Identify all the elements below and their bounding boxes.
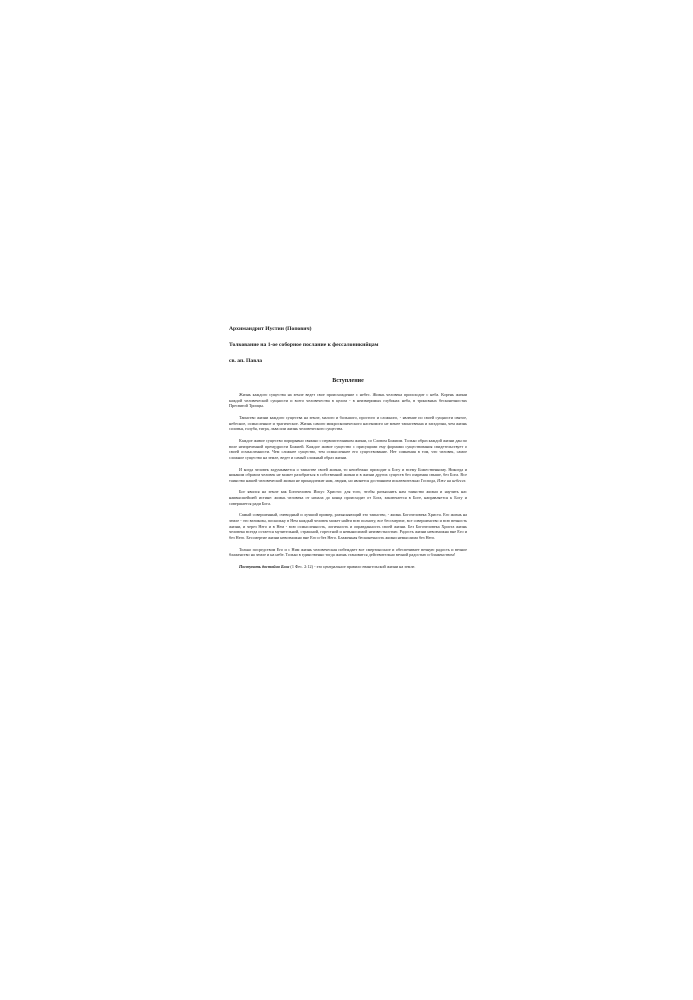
paragraph-8: [229, 564, 467, 570]
paragraph-2-text: Таинство жизни каждого существа на земле, малого и большого, простого и сложного, - явление по своей сущности святое, небесное, осмысленное и трагическое. Жизнь самого микроскопического насекомого не менее таинственна и загадочна, чем жизнь соловья, голубя, тигра, льва или жизнь человеческого существа.: [229, 414, 467, 432]
paragraph-3: [229, 438, 467, 460]
paragraph-4-text: И когда человек задумывается о таинстве своей жизни, то неизбежно приходит к Богу и всему Божественному. Никогда и никаким образом человек не может разобраться в собственной жизни и в жизни других существ без озарения свыше, без Бога. Все таинство нашей человеческой жизни не принадлежит нам, людям, но является достоянием исключительно Господа,: [229, 466, 467, 483]
paragraph-8-lead: Поступать достойно Бога: [239, 563, 290, 569]
paragraph-7: [229, 547, 467, 558]
paragraph-1-text: Жизнь каждого существа на земле ведет свое происхождение с небес. Жизнь человека происходит с неба. Корень жизни каждой человеческой сущности и всего человечества в целом - в неизмеримых глубинах неба, в тринсвных бесконечностях Пресвятой Троицы.: [229, 392, 467, 409]
paragraph-1: [229, 392, 467, 409]
paragraph-4-quote: Иже на небесех.: [437, 477, 467, 483]
paragraph-6: [229, 512, 467, 540]
paragraph-4: [229, 467, 467, 484]
paragraph-5-text: Бог явился на земле как Богочеловек Иисус Христос для того, чтобы разъяснить нам таинство жизни и научить нас наивысшейшей истине: жизнь человека от начала до конца происходит от Бога, заключается в Боге, направляется к Богу и совершается ради Бога.: [229, 489, 467, 506]
paragraph-3-text: Каждое живое существо порирывно связано с первоисточником жизни, со Словом Божиим. Только образ каждой жизни дан по воле неизреченной премудрости Божией. Каждое живое существо с присущими ему формами существования свидетельствует о своей осмысленности. Чем сложнее существо, тем осмысленнее его существование. Нет сомнения в том, что человек, самое сложное существо на земле, ведет и самый сложный образ жизни.: [229, 437, 467, 460]
document-author: Архимандрит Иустин (Попович): [229, 326, 312, 332]
document-subtitle: св. ап. Павла: [229, 358, 263, 364]
paragraph-5: [229, 489, 467, 506]
paragraph-6-text: Самый совершенный, очевидный и лучший пример, разъясняющий это таинство, - жизнь Богочеловека Христа. Его жизнь на земле - это великозн, поскольку в Нем каждый человек может найти всю полноту, все бессмертие, все совершенство и всю вечность жизни, и через Него и в Нем - всю осмысленность, логичность и оправданность своей жизни. Без Богочеловека Христа жизнь человека всегда остается мучительной, страшной, горестной и невыносимой неизвестностью. Радость жизни невозможна вне Его и без Него. Бессмертие жизни невозможно вне Его и без Него. Блаженная бесконечность жизни немыслима без Него.: [229, 512, 467, 540]
paragraph-2: [229, 415, 467, 432]
paragraph-7-text: Только посредством Его и с Ним жизнь человеческая побеждает все смертоносное и обеспечивает вечную радость и вечное блаженство на земле и на небе. Только в единственно тогда жизнь становится действительно вечной радостью и блаженством!: [229, 546, 467, 558]
document-page: [229, 320, 467, 576]
section-title: Вступление: [332, 378, 364, 384]
paragraph-8-text: (1 Фес. 2:12) - это центральное правило евангельской жизни на земле.: [290, 563, 416, 569]
document-title: Толкование на 1-ое соборное послание к фессалоникийцам: [229, 342, 379, 348]
